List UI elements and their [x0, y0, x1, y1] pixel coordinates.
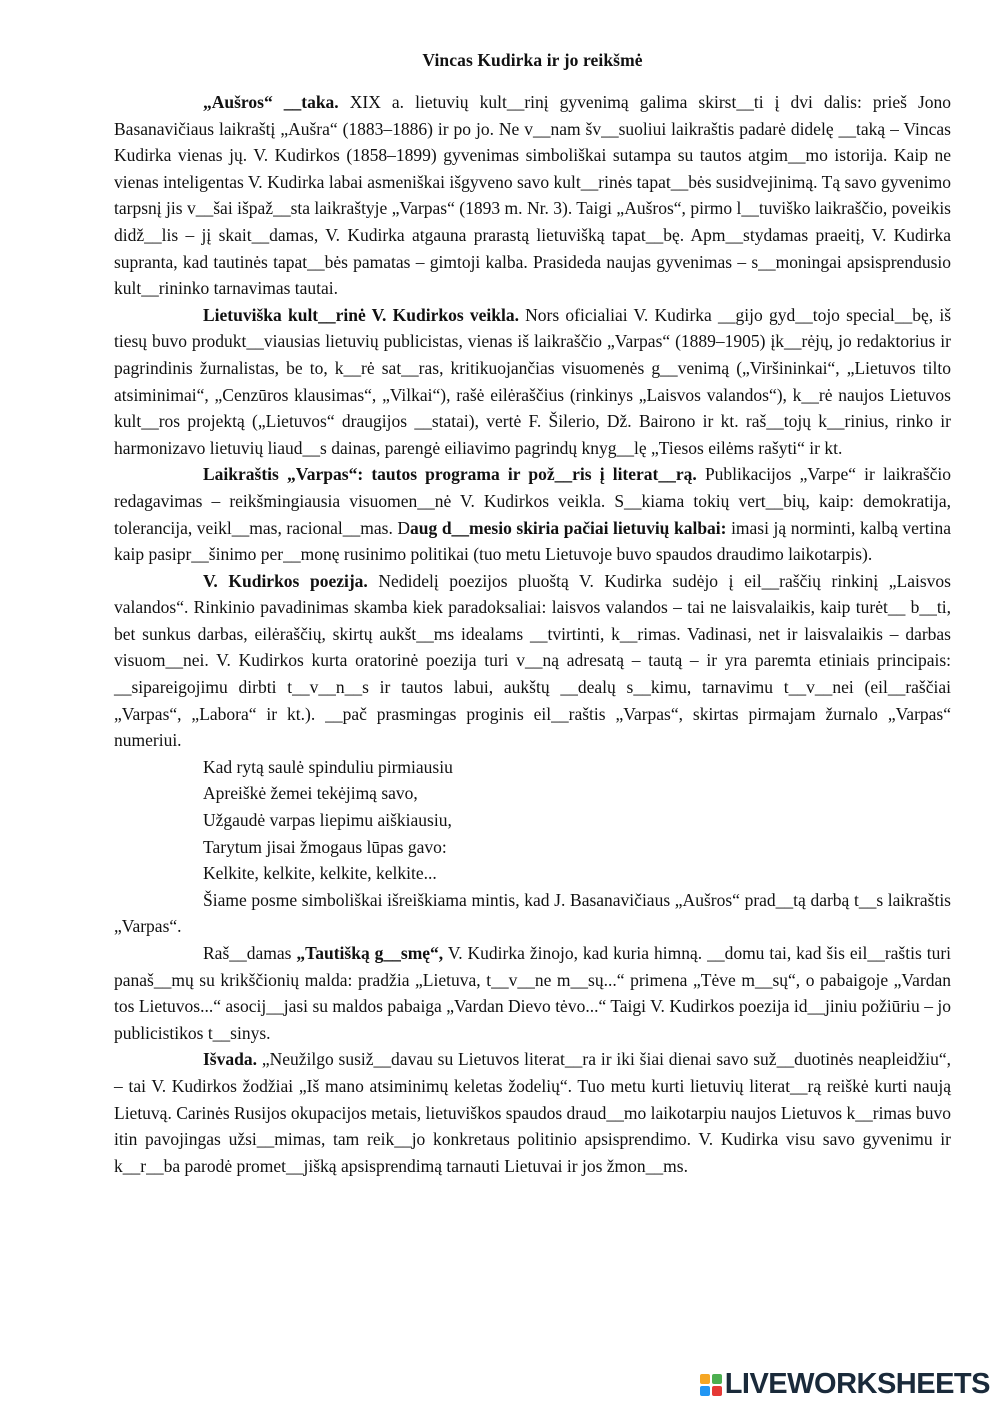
after-poem-paragraph: Šiame posme simboliškai išreiškiama mintis, kad J. Basanavičiaus „Aušros“ prad__tą darbą t__s laikraštis „Varpas“.: [114, 889, 951, 937]
section-heading: Lietuviška kult__rinė V. Kudirkos veikla.: [203, 304, 519, 325]
logo-square: [700, 1386, 710, 1396]
section-text: V. Kudirka žinojo, kad kuria himną. __domu tai, kad šis eil__raštis turi panaš__mų su krikščionių malda: pradžia „Lietuva, t__v__ne m__sų...“ primena „Tėve m__sų“, o pabaigoje „Vardan tos Lietuvos...“ asocij__jasi su maldos pabaiga „Vardan Dievo tėvo...“ Taigi V. Kudirkos poezija id__jiniu požiūriu – jo publicistikos t__sinys.: [114, 943, 952, 1043]
liveworksheets-icon: [700, 1374, 722, 1396]
section-isvada: [114, 1046, 951, 1179]
section-heading: „Aušros“ __taka.: [203, 92, 339, 112]
section-heading: Laikraštis „Varpas“: tautos programa ir pož__ris į literat__rą.: [203, 464, 697, 485]
poem-line: Apreiškė žemei tekėjimą savo,: [203, 783, 418, 804]
section-text: imasi ją norminti, kalbą vertina kaip pasipr__šinimo per__monę rusinimo politikai (tuo metu Lietuvoje buvo spaudos draudimo laikotarpis).: [114, 517, 951, 565]
section-bold-phrase: aug d__mesio skiria pačiai lietuvių kalbai:: [410, 517, 727, 538]
section-bold-phrase: „Tautišką g__smę“,: [296, 943, 444, 963]
liveworksheets-logo: [700, 1368, 990, 1401]
logo-text: LIVEWORKSHEETS: [724, 1368, 990, 1400]
poem-line: Kad rytą saulė spinduliu pirmiausiu: [203, 756, 453, 777]
section-varpas: [114, 461, 951, 567]
section-heading: Išvada.: [203, 1049, 257, 1070]
section-text: Raš__damas: [203, 943, 292, 963]
document-page: [114, 40, 951, 1179]
section-kulturine-veikla: [114, 302, 951, 462]
section-text: Nors oficialiai V. Kudirka __gijo gyd__tojo special__bę, iš tiesų buvo produkt__viausias lietuvių publicistas, vienas iš laikraščio „Varpas“ (1889–1905) įk__rėjų, jo redaktorius ir pagrindinis žurnalistas, be to, k__rė sat__ras, kritikuojančias visuomenės g__venimą („Viršininkai“, „Lietuvos tilto atsiminimai“, „Cenzūros klausimas“, „Vilkai“), rašė eilėraščius (rinkinys „Laisvos valandos“), k__rė naujos Lietuvos kult__ros projektą („Lietuvos“ draugijos __statai), vertė F. Šilerio, Dž. Bairono ir kt. raš__tojų k__rinius, rinko ir harmonizavo lietuvių liaud__s dainas, parengė eiliavimo pagrindų knyg__lę „Tiesos eilėms rašyti“ ir kt.: [114, 304, 952, 458]
section-text: Publikacijos „Varpe“ ir laikraščio redagavimas – reikšmingiausia visuomen__nė V. Kudirkos veikla. S__kiama tokių vert__bių, kaip: demokratija, tolerancija, veikl__mas, racional__mas. D: [114, 464, 952, 538]
logo-square: [712, 1374, 722, 1384]
section-text: „Neužilgo susiž__davau su Lietuvos literat__ra ir iki šiai dienai savo suž__duotinės neapleidžiu“, – tai V. Kudirkos žodžiai „Iš mano atsiminimų keletas žodelių“. Tuo metu kurti lietuvių literat__rą reiškė kurti naują Lietuvą. Carinės Rusijos okupacijos metais, lietuviškos spaudos draud__mo laikotarpiu naujos Lietuvos k__rimas buvo itin pavojingas užsi__mimas, tam reik__jo konkretaus politinio apsisprendimo. V. Kudirka visu savo gyvenimu ir k__r__ba parodė promet__jišką apsisprendimą tarnauti Lietuvai ir jos žmon__ms.: [114, 1049, 951, 1176]
poem-line: Kelkite, kelkite, kelkite, kelkite...: [203, 863, 437, 884]
poem-block: [114, 754, 951, 887]
section-poezija: [114, 568, 951, 754]
section-text: XIX a. lietuvių kult__rinį gyvenimą galima skirst__ti į dvi dalis: prieš Jono Basanavičiaus laikraštį „Aušra“ (1883–1886) ir po jo. Ne v__nam šv__suoliui laikraštis padarė didelę __taką – Vincas Kudirka vienas jų. V. Kudirkos (1858–1899) gyvenimas simboliškai sutampa su tautos atgim__mo istorija. Kaip ne vienas inteligentas V. Kudirka labai asmeniškai išgyveno savo kult__rinės tapat__bės susidvejinimą. Tą savo gyvenimo tarpsnį jis v__šai išpaž__sta laikraštyje „Varpas“ (1893 m. Nr. 3). Taigi „Aušros“, pirmo l__tuviško laikraščio, poveikis didž__lis – jį skait__damas, V. Kudirka atgauna prarastą lietuvišką tapat__bę. Apm__stydamas praeitį, V. Kudirka supranta, kad tautinės tapat__bės pamatas – gimtoji kalba. Prasideda naujas gyvenimas – s__moningai apsisprendusio kult__rininko tarnavimas tautai.: [114, 92, 952, 299]
section-text: Nedidelį poezijos pluoštą V. Kudirka sudėjo į eil__raščių rinkinį „Laisvos valandos“. Rinkinio pavadinimas skamba kiek paradoksaliai: laisvos valandos – tai ne laisvalaikis, kaip turėt__ b__ti, bet sunkus darbas, eilėraščių, skirtų aukšt__ms idealams __tvirtinti, k__rimas. Vadinasi, net ir laisvalaikis – darbas visuom__nei. V. Kudirkos kurta oratorinė poezija turi v__ną adresatą – tautą – ir yra paremta etiniais principais: __sipareigojimu dirbti t__v__n__s ir tautos labui, aukštų __dealų s__kimu, tarnavimu t__v__nei (eil__raščiai „Varpas“, „Labora“ ir kt.). __pač prasmingas proginis eil__raštis „Varpas“, skirtas pirmajam žurnalo „Varpas“ numeriui.: [114, 570, 951, 751]
logo-square: [700, 1374, 710, 1384]
section-himnas: [114, 940, 951, 1046]
section-heading: V. Kudirkos poezija.: [203, 570, 368, 591]
section-ausros-taka: [114, 89, 951, 302]
logo-square: [712, 1386, 722, 1396]
poem-line: Užgaudė varpas liepimu aiškiausiu,: [203, 810, 452, 831]
document-title: Vincas Kudirka ir jo reikšmė: [422, 50, 643, 70]
poem-line: Tarytum jisai žmogaus lūpas gavo:: [203, 836, 447, 857]
